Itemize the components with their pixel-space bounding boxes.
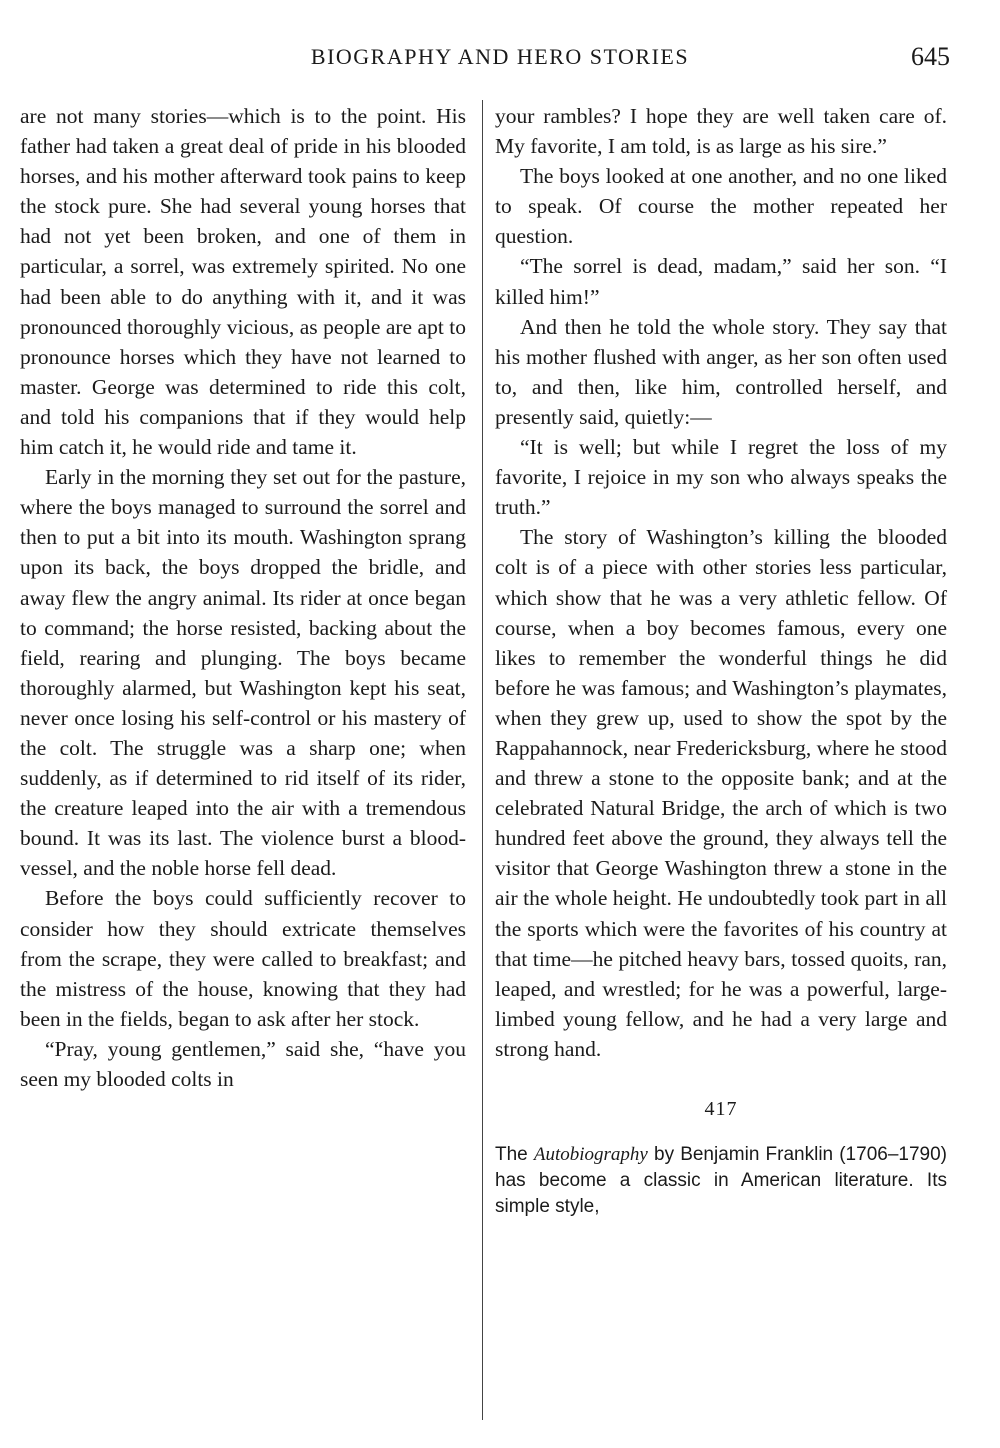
paragraph: Early in the morning they set out for the pasture, where the boys managed to surround the sorrel and then to put a bit into its mouth. Washington sprang upon its back, the boys dropped the bridle, and away flew the angry animal. Its rider at once began to command; the horse resisted, backing about the field, rearing and plunging. The boys became thoroughly alarmed, but Washington kept his seat, never once losing his self-control or his mastery of the colt. The struggle was a sharp one; when suddenly, as if determined to rid itself of its rider, the creature leaped into the air with a tremendous bound. It was its last. The violence burst a blood-vessel, and the noble horse fell dead.	[20, 465, 466, 881]
intro-text: by Benjamin Franklin (1706–1790) has become a classic in American literature. Its simple style,	[495, 1144, 947, 1218]
paragraph: The story of Washington’s killing the blooded colt is of a piece with other stories less particular, which show that he was a very athletic fellow. Of course, when a boy becomes famous, every one likes to remember the wonderful things he did before he was famous; and Washington’s playmates, when they grew up, used to show the spot by the Rappahannock, near Fredericksburg, where he stood and threw a stone to the opposite bank; and at the celebrated Natural Bridge, the arch of which is two hundred feet above the ground, they always tell the visitor that George Washington threw a stone in the air the whole height. He undoubtedly took part in all the sports which were the favorites of his country at that time—he pitched heavy bars, tossed quoits, ran, leaped, and wrestled; for he was a powerful, large-limbed young fellow, and he had a very large and strong hand.	[495, 525, 947, 1061]
intro-book-title: Autobiography	[533, 1144, 648, 1166]
paragraph: are not many stories—which is to the point. His father had taken a great deal of pride in his blooded horses, and his mother afterward took pains to keep the stock pure. She had several young horses that had not yet been broken, and one of them in particular, a sorrel, was extremely spirited. No one had been able to do anything with it, and it was pronounced thoroughly vicious, as people are apt to pronounce horses which they have not learned to master. George was determined to ride this colt, and told his companions that if they would help him catch it, he would ride and tame it.	[20, 104, 466, 460]
column-divider	[482, 100, 483, 1420]
left-column	[20, 101, 466, 1094]
paragraph: your rambles? I hope they are well taken care of. My favorite, I am told, is as large as his sire.”	[495, 104, 947, 159]
paragraph: Before the boys could sufficiently recover to consider how they should extricate themselves from the scrape, they were called to breakfast; and the mistress of the house, knowing that they had been in the fields, began to ask after her stock.	[20, 886, 466, 1031]
paragraph: “Pray, young gentlemen,” said she, “have you seen my blooded colts in	[20, 1036, 466, 1091]
intro-prefix: The	[495, 1144, 534, 1166]
page-number: 645	[911, 42, 950, 71]
right-column	[495, 101, 947, 1220]
section-intro	[495, 1142, 947, 1220]
page-header	[0, 40, 1000, 80]
paragraph: “The sorrel is dead, madam,” said her son. “I killed him!”	[495, 254, 947, 309]
section-number: 417	[704, 1098, 738, 1120]
running-head: BIOGRAPHY AND HERO STORIES	[310, 44, 690, 69]
paragraph: “It is well; but while I regret the loss of my favorite, I rejoice in my son who always speaks the truth.”	[495, 435, 947, 520]
paragraph: And then he told the whole story. They say that his mother flushed with anger, as her son often used to, and then, like him, controlled herself, and presently said, quietly:—	[495, 314, 947, 429]
paragraph: The boys looked at one another, and no one liked to speak. Of course the mother repeated her question.	[495, 164, 947, 249]
